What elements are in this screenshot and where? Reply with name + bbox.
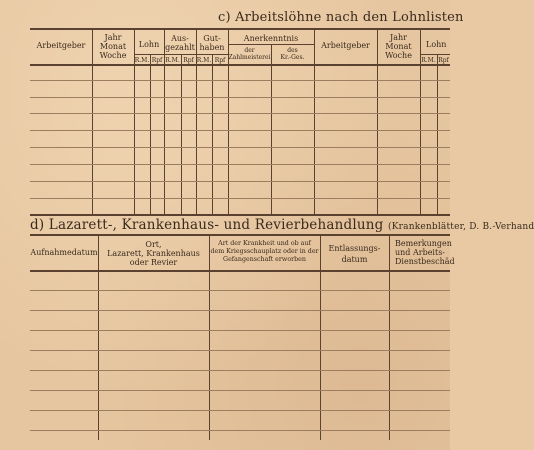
subheader-rm: R.M.	[165, 57, 180, 64]
subheader-rm: R.M.	[196, 57, 212, 64]
col-header-jahr-monat-woche-2	[377, 33, 420, 60]
header-line-woche: Woche	[99, 51, 127, 60]
table-row	[30, 310, 450, 311]
header-line-woche: Woche	[385, 51, 412, 60]
subcol-divider	[437, 55, 438, 215]
table-c-bottom-rule	[30, 214, 450, 216]
header-line-jahr: Jahr	[104, 33, 122, 42]
col-header-krankheit: Art der Krankheit und ob auf dem Kriegsschauplatz oder in der Gefangenschaft erworben	[210, 240, 319, 263]
subheader-rm: R.M.	[134, 57, 150, 64]
subheader-rpf: Rpf	[438, 57, 449, 64]
header-line-monat: Monat	[99, 42, 127, 51]
col-header-guthaben: Gut- haben	[199, 34, 225, 52]
subheader-rule	[134, 54, 228, 55]
table-row	[30, 410, 450, 411]
col-header-lohn-2: Lohn	[426, 40, 447, 49]
table-row	[30, 147, 450, 148]
table-row	[30, 97, 450, 98]
table-row	[30, 80, 450, 81]
subcol-divider	[212, 55, 213, 215]
section-c-title: c) Arbeitslöhne nach den Lohnlisten	[218, 10, 464, 25]
section-d-title-main: d) Lazarett-, Krankenhaus- und Revierbehandlung	[30, 217, 384, 233]
header-line-jahr: Jahr	[390, 33, 407, 42]
table-c-header-rule	[30, 64, 450, 66]
col-header-aufnahmedatum: Aufnahmedatum	[30, 248, 98, 257]
table-row	[30, 130, 450, 131]
table-row	[30, 113, 450, 114]
subheader-rpf: Rpf	[183, 57, 194, 64]
table-d-top-rule	[30, 234, 450, 236]
table-row	[30, 370, 450, 371]
col-header-arbeitgeber-2: Arbeitgeber	[321, 41, 370, 50]
subheader-rm: R.M.	[421, 57, 436, 64]
col-header-lohn: Lohn	[138, 40, 160, 49]
subheader-rule	[420, 54, 450, 55]
col-header-arbeitgeber: Arbeitgeber	[36, 41, 86, 50]
table-row	[30, 430, 450, 431]
subcol-divider	[150, 55, 151, 215]
col-header-entlassungsdatum: Entlassungs- datum	[328, 244, 381, 264]
table-row	[30, 164, 450, 165]
section-d-title-note: (Krankenblätter, D. B.-Verhand	[388, 222, 534, 232]
table-row	[30, 181, 450, 182]
col-header-jahr-monat-woche	[92, 33, 134, 60]
table-row	[30, 390, 450, 391]
subheader-rule	[228, 44, 314, 45]
table-d-header-rule	[30, 270, 450, 272]
header-line-monat: Monat	[385, 42, 412, 51]
table-row	[30, 330, 450, 331]
col-header-bemerkungen: Bemerkungen und Arbeits- Dienstbeschäd	[395, 239, 455, 266]
table-row	[30, 198, 450, 199]
col-header-anerkenntnis: Anerkenntnis	[243, 34, 299, 43]
section-d-title	[30, 217, 534, 233]
subcol-divider	[181, 55, 182, 215]
subheader-der-zahlmeisterei: der Zahlmeisterei	[228, 47, 271, 61]
col-header-ort: Ort, Lazarett, Krankenhaus oder Revier	[107, 240, 200, 267]
table-row	[30, 350, 450, 351]
col-divider	[314, 29, 315, 215]
subheader-rpf: Rpf	[151, 57, 163, 64]
col-header-ausgezahlt: Aus- gezahlt	[165, 34, 195, 52]
subheader-des-kr-ges: des Kr.-Ges.	[280, 47, 305, 61]
table-row	[30, 290, 450, 291]
table-c-top-rule	[30, 28, 450, 30]
subheader-rpf: Rpf	[214, 57, 226, 64]
